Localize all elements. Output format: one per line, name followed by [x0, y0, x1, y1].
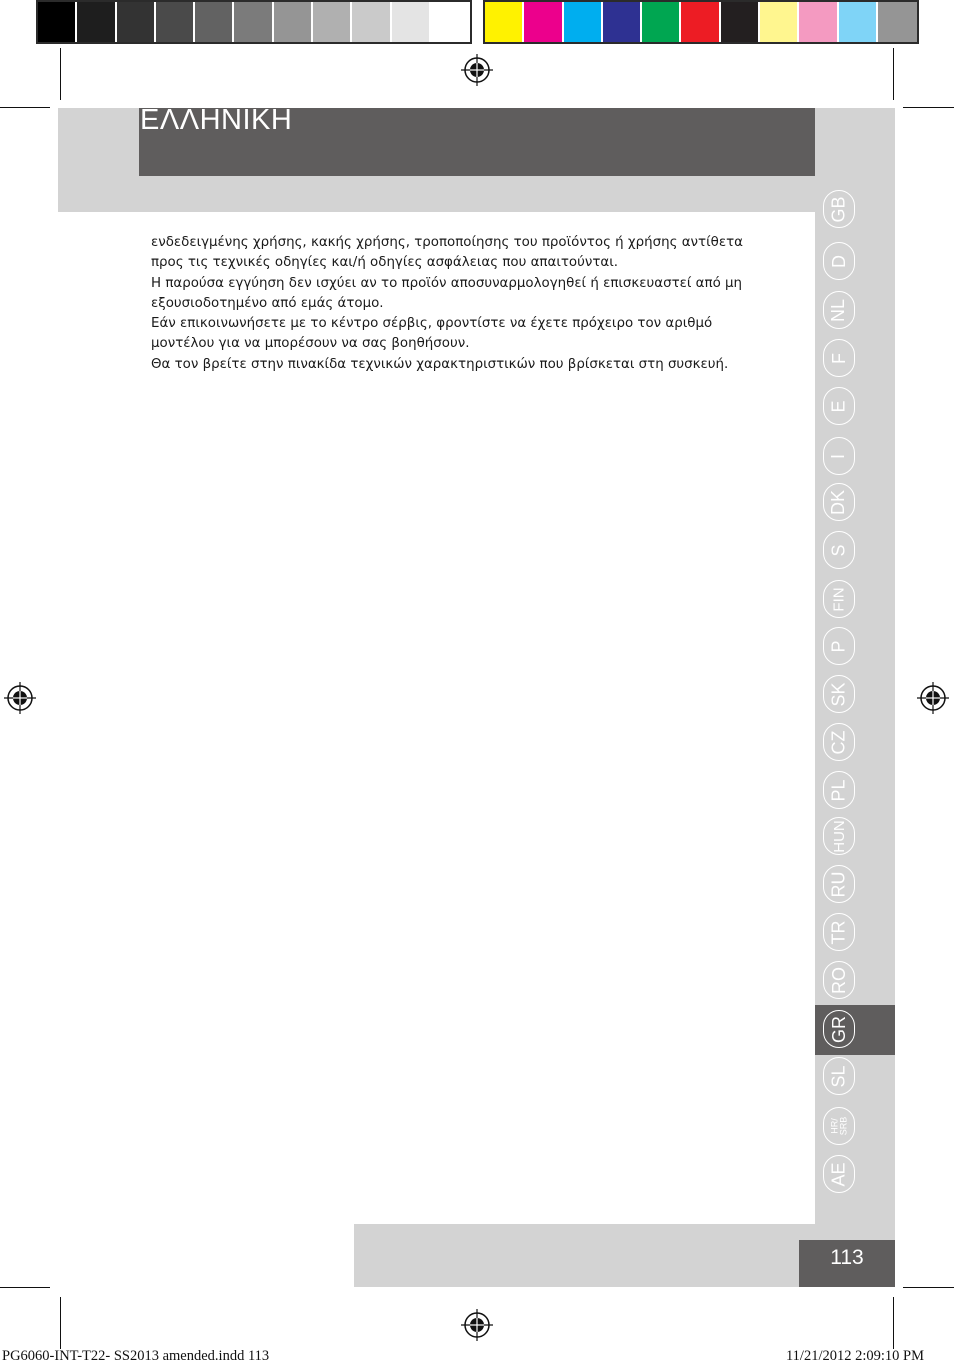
body-text [151, 233, 801, 375]
language-tab-label: NL [828, 298, 849, 322]
crop-mark [903, 107, 954, 108]
language-tab-f[interactable] [823, 339, 855, 377]
language-tab-pl[interactable] [823, 771, 855, 809]
color-swatch [77, 2, 116, 42]
crop-mark [903, 1287, 954, 1288]
language-tab-label: D [828, 254, 849, 268]
language-tab-ae[interactable] [823, 1155, 855, 1193]
crop-mark [893, 48, 894, 100]
language-tab-label: S [828, 543, 849, 557]
color-swatch [564, 2, 603, 42]
language-tab-hun[interactable] [823, 817, 855, 855]
body-line: προς τις τεχνικές οδηγίες και/ή οδηγίες ασφάλειας που απαιτούνται. [151, 255, 619, 271]
color-swatch [642, 2, 681, 42]
language-tab-label: E [828, 399, 849, 413]
language-tab-label: HUN [830, 819, 848, 853]
color-swatch [352, 2, 391, 42]
color-swatch [392, 2, 431, 42]
language-tab-label: F [828, 352, 849, 364]
registration-mark-icon [461, 1309, 493, 1341]
body-line: ενδεδειγμένης χρήσης, κακής χρήσης, τροποποίησης του προϊόντος ή χρήσης αντίθετα [151, 235, 743, 250]
language-tab-label: DK [828, 489, 849, 515]
body-line: Θα τον βρείτε στην πινακίδα τεχνικών χαρακτηριστικών που βρίσκεται στη συσκευή. [151, 356, 729, 372]
language-tab-cz[interactable] [823, 723, 855, 761]
color-swatch [878, 2, 917, 42]
language-tab-label: FIN [830, 586, 848, 612]
color-swatch [431, 2, 470, 42]
language-tab-tr[interactable] [823, 913, 855, 951]
color-swatch [234, 2, 273, 42]
color-swatch [681, 2, 720, 42]
color-swatch [274, 2, 313, 42]
language-tab-label: TR [828, 920, 849, 944]
slug-timestamp: 11/21/2012 2:09:10 PM [785, 1348, 924, 1364]
body-line: μοντέλου για να μπορέσουν να σας βοηθήσουν. [151, 336, 470, 352]
language-tab-label: AE [828, 1161, 849, 1187]
process-color-bar [483, 0, 919, 44]
language-tab-label: SK [828, 681, 849, 707]
registration-mark-icon [461, 54, 493, 86]
language-tab-fin[interactable] [823, 580, 855, 618]
body-line: Εάν επικοινωνήσετε με το κέντρο σέρβις, φροντίστε να έχετε πρόχειρο τον αριθμό [151, 316, 713, 332]
color-swatch [799, 2, 838, 42]
language-tab-label: RO [828, 966, 849, 994]
body-line: Η παρούσα εγγύηση δεν ισχύει αν το προϊόν αποσυναρμολογηθεί ή επισκευαστεί από μη [151, 275, 743, 291]
page-number: 113 [830, 1246, 864, 1269]
language-tab-ro[interactable] [823, 961, 855, 999]
language-tab-label: P [828, 639, 849, 653]
language-tab-nl[interactable] [823, 291, 855, 329]
crop-mark [60, 48, 61, 100]
body-line: εξουσιοδοτημένο από εμάς άτομο. [151, 295, 384, 311]
color-swatch [313, 2, 352, 42]
language-tab-i[interactable] [823, 437, 855, 475]
language-tab-label: CZ [828, 730, 849, 754]
crop-mark [0, 107, 50, 108]
color-swatch [839, 2, 878, 42]
language-tab-label: HR/ SRB [828, 1116, 848, 1136]
footer-band [354, 1224, 815, 1287]
language-tab-sk[interactable] [823, 675, 855, 713]
crop-mark [60, 1297, 61, 1349]
language-tab-s[interactable] [823, 531, 855, 569]
language-tab-label: GB [828, 195, 849, 223]
language-tab-ru[interactable] [823, 865, 855, 903]
color-swatch [195, 2, 234, 42]
color-swatch [603, 2, 642, 42]
color-swatch [38, 2, 77, 42]
language-tab-sl[interactable] [823, 1057, 855, 1095]
language-tab-label: I [828, 453, 849, 459]
grayscale-color-bar [36, 0, 472, 44]
crop-mark [893, 1297, 894, 1349]
language-tab-hr-srb[interactable] [823, 1107, 855, 1145]
color-swatch [485, 2, 524, 42]
language-tab-label: GR [828, 1015, 849, 1043]
language-tab-label: RU [828, 871, 849, 897]
slug-file-info: PG6060-INT-T22- SS2013 amended.indd 113 [2, 1348, 270, 1364]
color-swatch [524, 2, 563, 42]
language-tab-gr[interactable] [823, 1010, 855, 1048]
language-tab-d[interactable] [823, 242, 855, 280]
language-tab-label: SL [828, 1064, 849, 1088]
language-tab-label: PL [828, 778, 849, 802]
registration-mark-icon [4, 682, 36, 714]
language-tab-e[interactable] [823, 387, 855, 425]
color-swatch [117, 2, 156, 42]
registration-mark-icon [917, 682, 949, 714]
page-title: ΕΛΛΗΝΙΚΗ [140, 104, 293, 136]
crop-mark [0, 1287, 50, 1288]
language-tab-gb[interactable] [823, 190, 855, 228]
color-swatch [760, 2, 799, 42]
color-swatch [721, 2, 760, 42]
color-swatch [156, 2, 195, 42]
language-tab-p[interactable] [823, 627, 855, 665]
language-tab-dk[interactable] [823, 483, 855, 521]
